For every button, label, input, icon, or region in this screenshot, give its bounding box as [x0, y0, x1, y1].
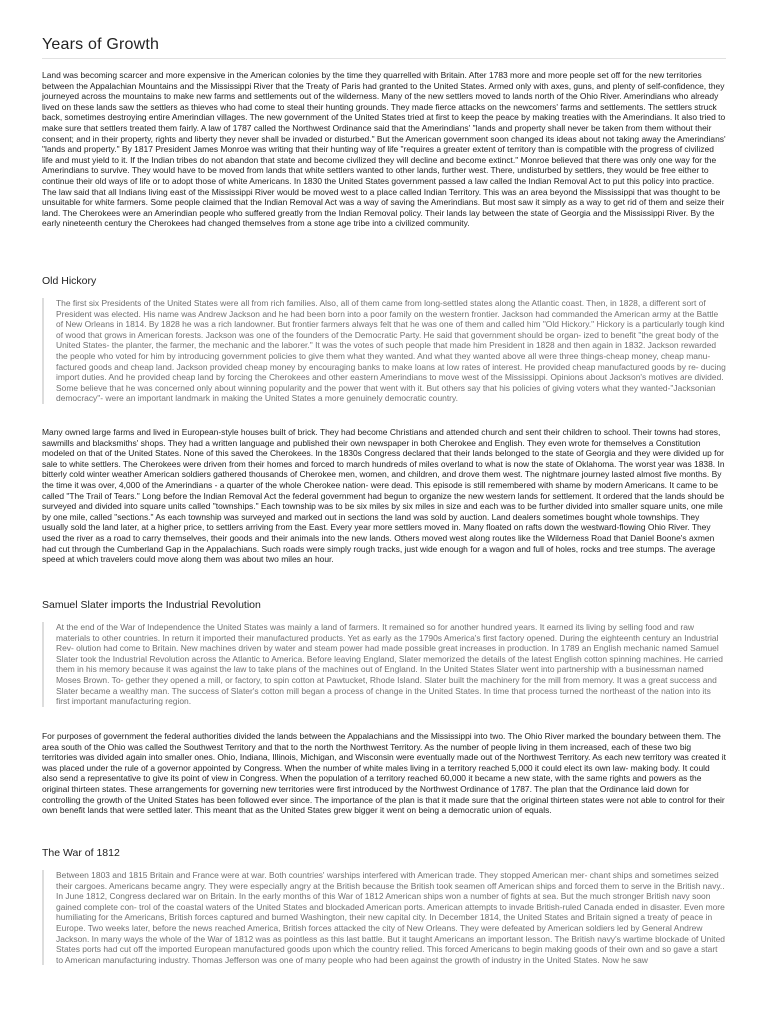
section-heading-samuel-slater: Samuel Slater imports the Industrial Revolution [42, 599, 261, 611]
blockquote-war-of-1812 [42, 870, 726, 965]
section-heading-old-hickory: Old Hickory [42, 275, 97, 287]
blockquote-text: At the end of the War of Independence the United States was mainly a land of farmers. It remained so for another hundred years. It earned its living by selling food and raw materials to other countries. In return it imported their manufactured products. Yet as early as the 1790s America's first factory opened. During the eighteenth century an Industrial Rev- olution had come to Britain. New machines driven by water and steam power had made possible great increases in production. In 1789 an English mechanic named Samuel Slater took the Industrial Revolution across the Atlantic to America. Before leaving England, Slater memorized the details of the latest English cotton spinning machines. He carried them in his memory because it was against the law to take plans of the machines out of England. In the United States Slater went into partnership with a businessman named Moses Brown. To- gether they opened a mill, or factory, to spin cotton at Pawtucket, Rhode Island. Slater built the machinery for the mill from memory. It was a great success and Slater became a wealthy man. The success of Slater's cotton mill began a process of change in the United States. In time that process turned the northeast of the nation into its first important manufacturing region. [56, 622, 723, 707]
body-paragraph-territories: For purposes of government the federal authorities divided the lands between the Appalachians and the Mississippi into two. The Ohio River marked the boundary between them. The area south of the Ohio was called the Southwest Territory and that to the north the Northwest Territory. As the number of people living in them increased, each of these two big territories was divided again into smaller ones. Ohio, Indiana, Illinois, Michigan, and Wisconsin were eventually made out of the Northwest Territory. As each new territory was created it was placed under the rule of a governor appointed by Congress. When the number of white males living in a territory reached 5,000 it could elect its own law- making body. It could also send a representative to give its point of view in Congress. When the population of a territory reached 60,000 it became a new state, with the same rights and powers as the original thirteen states. These arrangements for governing new territories were first introduced by the Northwest Ordinance of 1787. The plan that the Ordinance laid down for controlling the growth of the United States has been followed ever since. The importance of the plan is that it made sure that the original thirteen states were not able to control for their own benefit lands that were settled later. This meant that as the United States grew bigger it went on being a democratic union of equals. [42, 731, 726, 816]
blockquote-samuel-slater [42, 622, 726, 707]
section-heading-war-of-1812: The War of 1812 [42, 847, 120, 859]
title-divider [42, 58, 726, 59]
body-paragraph-cherokees: Many owned large farms and lived in European-style houses built of brick. They had become Christians and attended church and sent their children to school. Their towns had stores, sawmills and blacksmiths' shops. They had a written language and published their own newspaper in both Cherokee and English. They even wrote for themselves a Constitution modeled on that of the United States. None of this saved the Cherokees. In the 1830s Congress declared that their lands belonged to the state of Georgia and they were divided up for sale to white settlers. The Cherokees were driven from their homes and forced to march hundreds of miles overland to what is now the state of Oklahoma. The worst year was 1838. In bitterly cold winter weather American soldiers gathered thousands of Cherokee men, women, and children, and drove them west. The nightmare journey lasted almost five months. By the time it was over, 4,000 of the Amerindians - a quarter of the whole Cherokee nation- were dead. This episode is still remembered with shame by modern Americans. It came to be called "The Trail of Tears." Long before the Indian Removal Act the federal government had begun to organize the new western lands for settlement. It ordered that the lands should be surveyed and divided into square units called "townships." Each township was to be six miles by six miles in size and each was to be further divided into smaller square units, one mile by one mile, called "sections." As each township was surveyed and marked out in sections the land was sold by auction. Land dealers sometimes bought whole townships. They usually sold the land later, at a higher price, to settlers arriving from the East. Every year more settlers moved in. Many floated on rafts down the westward-flowing Ohio River. They used the river as a road to carry themselves, their goods and their animals into the new lands. Others moved west along routes like the Wilderness Road that Daniel Boone's axmen had cut through the Cumberland Gap in the Appalachians. Such roads were simply rough tracks, just wide enough for a wagon and full of holes, rocks and tree stumps. The average speed at which travelers could move along them was about two miles an hour. [42, 427, 725, 565]
blockquote-text: The first six Presidents of the United States were all from rich families. Also, all of them came from long-settled states along the Atlantic coast. Then, in 1828, a different sort of President was elected. His name was Andrew Jackson and he had been born into a poor family on the western frontier. Jackson had commanded the American army at the Battle of New Orleans in 1814. By 1828 he was a rich landowner. But frontier farmers always felt that he was one of them and called him "Old Hickory." Hickory is a particularly tough kind of wood that grows in American forests. Jackson was one of the founders of the Democratic Party. He said that government should be organ- ized to benefit "the great body of the United States- the planter, the farmer, the mechanic and the laborer." It was the votes of such people that made him President in 1828 and then again in 1832. Jackson rewarded the people who voted for him by introducing government policies to give them what they wanted. And what they wanted above all were three things-cheap money, cheap manu- factured goods and cheap land. Jackson provided cheap money by encouraging banks to make loans at low rates of interest. He provided cheap manufactured goods by re- ducing import duties. And he provided cheap land by forcing the Cherokees and other eastern Amerindians to move west of the Mississippi. Opinions about Jackson's motives are divided. Some believe that he was concerned only about winning popularity and the power that went with it. But others say that his policies of giving voters what they wanted-"Jacksonian democracy"- were an important landmark in making the United States a more genuinely democratic country. [56, 298, 726, 404]
intro-paragraph: Land was becoming scarcer and more expensive in the American colonies by the time they quarrelled with Britain. After 1783 more and more people set off for the new territories between the Appalachian Mountains and the Mississippi River that the Treaty of Paris had granted to the United States. Armed only with axes, guns, and plenty of self-confidence, they journeyed across the mountains to make new farms and settlements out of the wilderness. Many of the new settlers moved to lands north of the Ohio River. Amerindians who already lived on these lands saw the settlers as thieves who had come to steal their hunting grounds. They made fierce attacks on the newcomers' farms and settlements. The settlers struck back, sometimes destroying entire Amerindian villages. The new government of the United States tried at first to keep the peace by making treaties with the Amerindians. It also tried to make sure that settlers treated them fairly. A law of 1787 called the Northwest Ordinance said that the Amerindians' "lands and property shall never be taken from them without their consent; and in their property, rights and liberty they never shall be invaded or disturbed." But the American government soon changed its ideas about not taking away the Amerindians' "lands and property." By 1817 President James Monroe was writing that their hunting way of life "requires a greater extent of territory than is compatible with the progress of civilized life and must yield to it. If the Indian tribes do not abandon that state and become civilized they will decline and become extinct." Monroe believed that there was only one way for the Amerindians to survive. They would have to be moved from lands that white settlers wanted to other lands, further west. There, undisturbed by settlers, they would be free either to continue their old ways of life or to adopt those of white Americans. In 1830 the United States government passed a law called the Indian Removal Act to put this policy into practice. The law said that all Indians living east of the Mississippi River would be moved west to a place called Indian Territory. This was an area beyond the Mississippi that was thought to be unsuitable for white farmers. Some people claimed that the Indian Removal Act was a way of saving the Amerindians. But most saw it simply as a way to get rid of them and seize their land. The Cherokees were an Amerindian people who suffered greatly from the Indian Removal policy. Their lands lay between the state of Georgia and the Mississippi River. By the early nineteenth century the Cherokees had changed themselves from a stone age tribe into a civilized community. [42, 70, 726, 229]
blockquote-text: Between 1803 and 1815 Britain and France were at war. Both countries' warships interfered with American trade. They stopped American mer- chant ships and sometimes seized their cargoes. Americans became angry. They were especially angry at the British because the British took seamen off American ships and forced them to serve in the British navy.. In June 1812, Congress declared war on Britain. In the early months of this War of 1812 American ships won a number of fights at sea. But the much stronger British navy soon gained complete con- trol of the coastal waters of the United States and blockaded American ports. American attempts to invade British-ruled Canada ended in disaster. Even more humiliating for the Americans, British forces captured and burned Washington, their new capital city. In December 1814, the United States and Britain signed a treaty of peace in Europe. Two weeks later, before the news reached America, British forces attacked the city of New Orleans. They were defeated by American soldiers led by General Andrew Jackson. In many ways the whole of the War of 1812 was as pointless as this last battle. But it taught Americans an important lesson. The British navy's wartime blockade of United States ports had cut off the imported European manufactured goods upon which the country relied. This forced Americans to begin making goods of their own and so gave a start to American manufacturing industry. Thomas Jefferson was one of many people who had been against the growth of industry in the United States. Now he saw [56, 870, 725, 965]
blockquote-old-hickory [42, 298, 726, 404]
page-title: Years of Growth [42, 36, 160, 53]
